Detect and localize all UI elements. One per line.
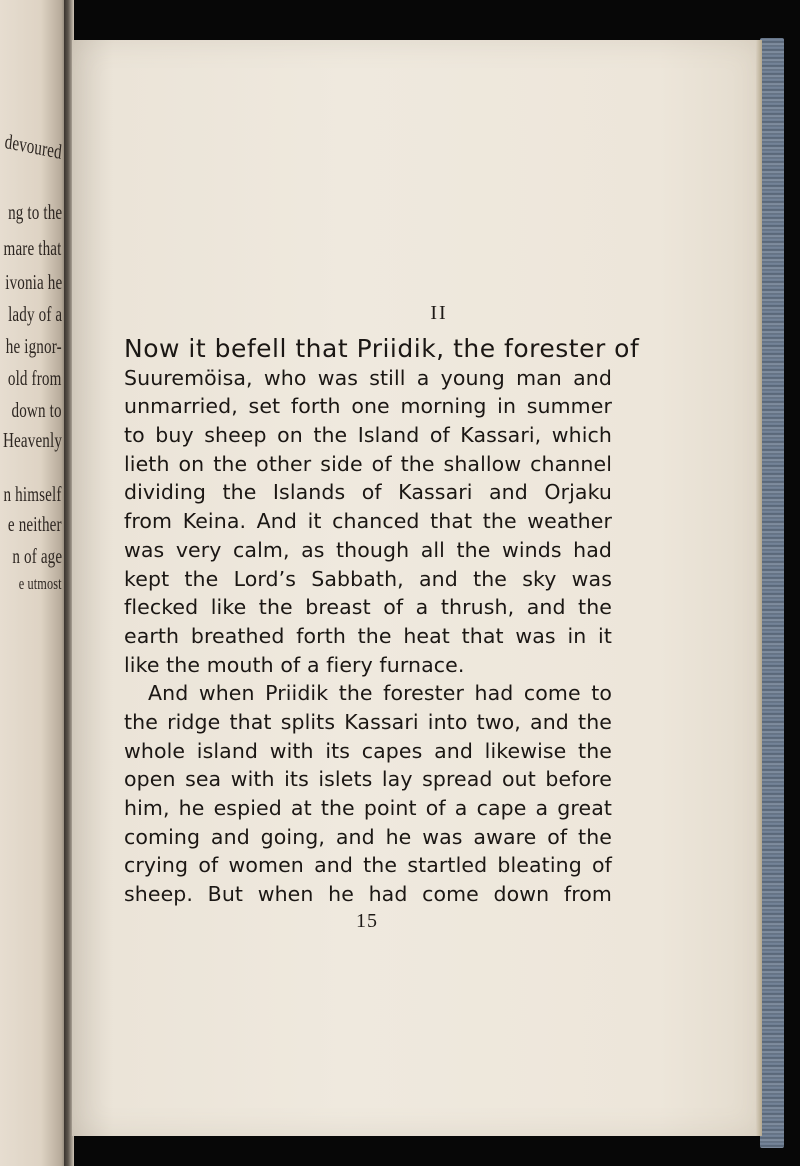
left-page-line: n himself bbox=[4, 482, 62, 506]
text-line: from Keina. And it chanced that the weather bbox=[124, 509, 612, 534]
left-page-line: n of age bbox=[12, 544, 62, 568]
text-line: sheep. But when he had come down from bbox=[124, 882, 612, 907]
left-page-line: e utmost bbox=[19, 574, 62, 593]
book-cover-edge bbox=[760, 38, 784, 1148]
text-line: like the mouth of a fiery furnace. bbox=[124, 652, 465, 677]
left-page-line: devoured bbox=[3, 129, 64, 164]
page-number: 15 bbox=[356, 910, 378, 932]
text-line: whole island with its capes and likewise the bbox=[124, 738, 612, 763]
text-line: to buy sheep on the Island of Kassari, which bbox=[124, 423, 612, 448]
left-page-line: ivonia he bbox=[4, 270, 62, 294]
text-line: crying of women and the startled bleating of bbox=[124, 853, 612, 878]
text-line: Now it befell that Priidik, the forester of bbox=[124, 334, 640, 363]
text-line: the ridge that splits Kassari into two, and the bbox=[124, 709, 612, 734]
text-line: was very calm, as though all the winds had bbox=[124, 537, 612, 562]
text-line: earth breathed forth the heat that was in it bbox=[124, 623, 612, 648]
body-text bbox=[124, 334, 640, 909]
text-line: open sea with its islets lay spread out before bbox=[124, 767, 612, 792]
page-edge bbox=[756, 40, 762, 1136]
text-line: lieth on the other side of the shallow channel bbox=[124, 451, 612, 476]
text-line: Suuremöisa, who was still a young man and bbox=[124, 365, 612, 390]
left-page-line: old from bbox=[8, 366, 62, 390]
text-line: And when Priidik the forester had come to bbox=[148, 681, 612, 706]
left-page-line: mare that bbox=[4, 236, 62, 260]
text-line: coming and going, and he was aware of the bbox=[124, 824, 612, 849]
left-page-line: e neither bbox=[8, 512, 62, 536]
left-page-line: lady of a bbox=[7, 302, 62, 326]
left-page bbox=[0, 0, 68, 1166]
left-page-line: down to bbox=[11, 398, 62, 422]
text-line: flecked like the breast of a thrush, and the bbox=[124, 595, 612, 620]
left-page-line: ng to the bbox=[7, 200, 62, 224]
text-line: kept the Lord’s Sabbath, and the sky was bbox=[124, 566, 612, 591]
chapter-heading: II bbox=[430, 302, 448, 324]
left-page-line: Heavenly bbox=[2, 428, 62, 452]
left-page-line: he ignor- bbox=[5, 334, 62, 358]
text-line: unmarried, set forth one morning in summer bbox=[124, 394, 612, 419]
text-line: him, he espied at the point of a cape a great bbox=[124, 796, 612, 820]
text-line: dividing the Islands of Kassari and Orjaku bbox=[124, 480, 612, 505]
